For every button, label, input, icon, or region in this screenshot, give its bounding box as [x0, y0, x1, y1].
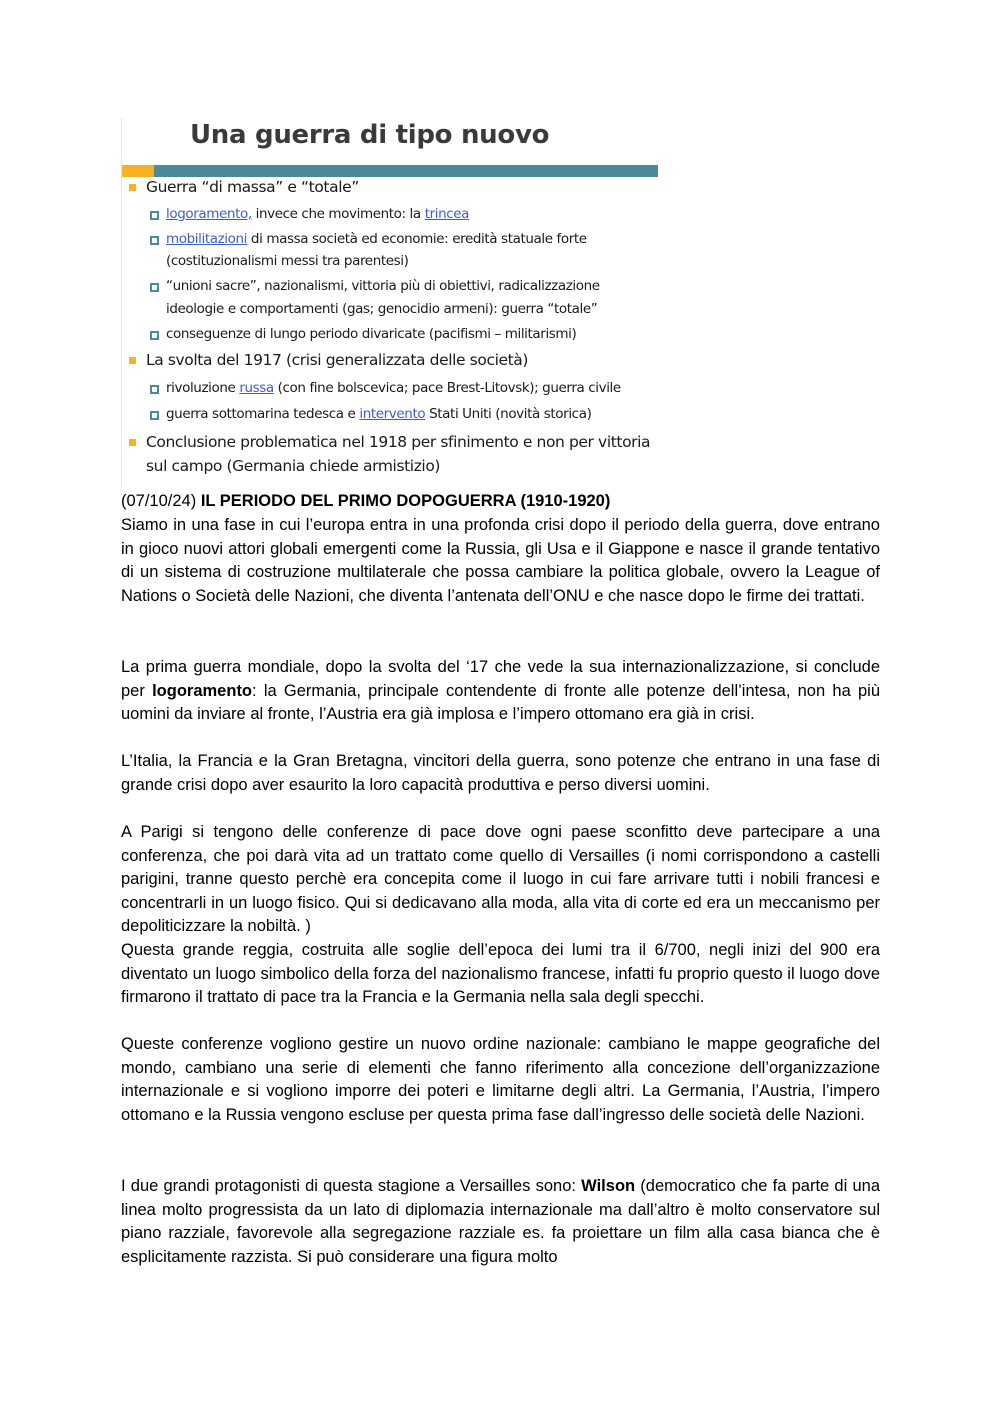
title-bar-teal [154, 165, 658, 177]
bullet-main: Guerra “di massa” e “totale” [146, 178, 359, 196]
sub-bullet: “unioni sacre”, nazionalismi, vittoria più di obiettivi, radicalizzazione [166, 278, 600, 294]
bullet-square-icon [129, 439, 136, 446]
link-russa[interactable]: russa [239, 380, 274, 396]
heading-title: IL PERIODO DEL PRIMO DOPOGUERRA (1910-1920) [200, 492, 611, 510]
sub-bullet-continuation: ideologie e comportamenti (gas; genocidio armeni): guerra “totale” [166, 301, 598, 317]
bold-term: Wilson [581, 1177, 636, 1195]
link-mobilitazioni[interactable]: mobilitazioni [166, 231, 248, 247]
bullet-square-icon [129, 184, 136, 191]
paragraph: Questa grande reggia, costruita alle soglie dell’epoca dei lumi tra il 6/700, negli inizi del 900 era diventato un luogo simbolico della forza del nazionalismo francese, infatti fu proprio questo il luogo dove firmarono il trattato di pace tra la Francia e la Germania nella sala degli specchi. [121, 941, 880, 1006]
sub-bullet-icon [150, 411, 159, 420]
paragraph: I due grandi protagonisti di questa stagione a Versailles sono: Wilson (democratico che fa parte di una linea molto progressista da un lato di diplomazia internazionale ma dall’altro è molto conservatore sul piano razziale, favorevole alla segregazione razziale es. fa proiettare un film alla casa bianca che è esplicitamente razzista. Si può considerare una figura molto [121, 1177, 880, 1266]
sub-bullet: logoramento, invece che movimento: la trincea [166, 206, 470, 222]
link-trincea[interactable]: trincea [424, 206, 470, 222]
sub-bullet-continuation: (costituzionalismi messi tra parentesi) [166, 253, 409, 269]
sub-bullet-icon [150, 236, 159, 245]
section-heading [121, 490, 610, 514]
slide-title: Una guerra di tipo nuovo [190, 120, 550, 150]
heading-date: (07/10/24) [121, 492, 201, 510]
sub-bullet-icon [150, 331, 159, 340]
paragraph: L’Italia, la Francia e la Gran Bretagna, vincitori della guerra, sono potenze che entrano in una fase di grande crisi dopo aver esaurito la loro capacità produttiva e perso diversi uomini. [121, 752, 880, 794]
bullet-main: La svolta del 1917 (crisi generalizzata delle società) [146, 351, 529, 369]
sub-bullet-icon [150, 211, 159, 220]
bullet-square-icon [129, 357, 136, 364]
slide-image [121, 118, 659, 488]
link-logoramento[interactable]: logoramento, [166, 206, 252, 222]
bullet-main-continuation: sul campo (Germania chiede armistizio) [146, 457, 441, 475]
sub-bullet-icon [150, 283, 159, 292]
sub-bullet: mobilitazioni di massa società ed economie: eredità statuale forte [166, 231, 587, 247]
sub-bullet: guerra sottomarina tedesca e intervento Stati Uniti (novità storica) [166, 406, 592, 422]
sub-bullet: conseguenze di lungo periodo divaricate (pacifismi – militarismi) [166, 326, 577, 342]
paragraph: Siamo in una fase in cui l’europa entra in una profonda crisi dopo il periodo della guerra, dove entrano in gioco nuovi attori globali emergenti come la Russia, gli Usa e il Giappone e nasce il grande tentativo di un sistema di costruzione multilaterale che possa cambiare la politica globale, ovvero la League of Nations o Società delle Nazioni, che diventa l’antenata dell’ONU e che nasce dopo le firme dei trattati. [121, 516, 880, 605]
sub-bullet: rivoluzione russa (con fine bolscevica; pace Brest-Litovsk); guerra civile [166, 380, 621, 396]
title-bar-orange [122, 165, 154, 177]
paragraph: Queste conferenze vogliono gestire un nuovo ordine nazionale: cambiano le mappe geografiche del mondo, cambiano una serie di elementi che fanno riferimento alla concezione dell’organizzazione internazionale e si vogliono imporre dei poteri e limitarne degli altri. La Germania, l’Austria, l’impero ottomano e la Russia vengono escluse per questa prima fase dall’ingresso delle società delle Nazioni. [121, 1035, 880, 1124]
paragraph: A Parigi si tengono delle conferenze di pace dove ogni paese sconfitto deve partecipare a una conferenza, che poi darà vita ad un trattato come quello di Versailles (i nomi corrispondono a castelli parigini, tranne questo perchè era concepita come il luogo in cui fare arrivare tutti i nobili francesi e concentrarli in un luogo fisico. Qui si dedicavano alla moda, alla vita di corte ed era un meccanismo per depoliticizzare la nobiltà. ) [121, 823, 880, 935]
link-intervento[interactable]: intervento [359, 406, 426, 422]
bullet-main: Conclusione problematica nel 1918 per sfinimento e non per vittoria [146, 433, 651, 451]
bold-term: logoramento [152, 681, 253, 700]
sub-bullet-icon [150, 385, 159, 394]
paragraph: La prima guerra mondiale, dopo la svolta del ‘17 che vede la sua internazionalizzazione, si conclude per logoramento: la Germania, principale contendente di fronte alle potenze dell’intesa, non ha più uomini da inviare al fronte, l’Austria era già implosa e l’impero ottomano era già in crisi. [121, 658, 880, 723]
